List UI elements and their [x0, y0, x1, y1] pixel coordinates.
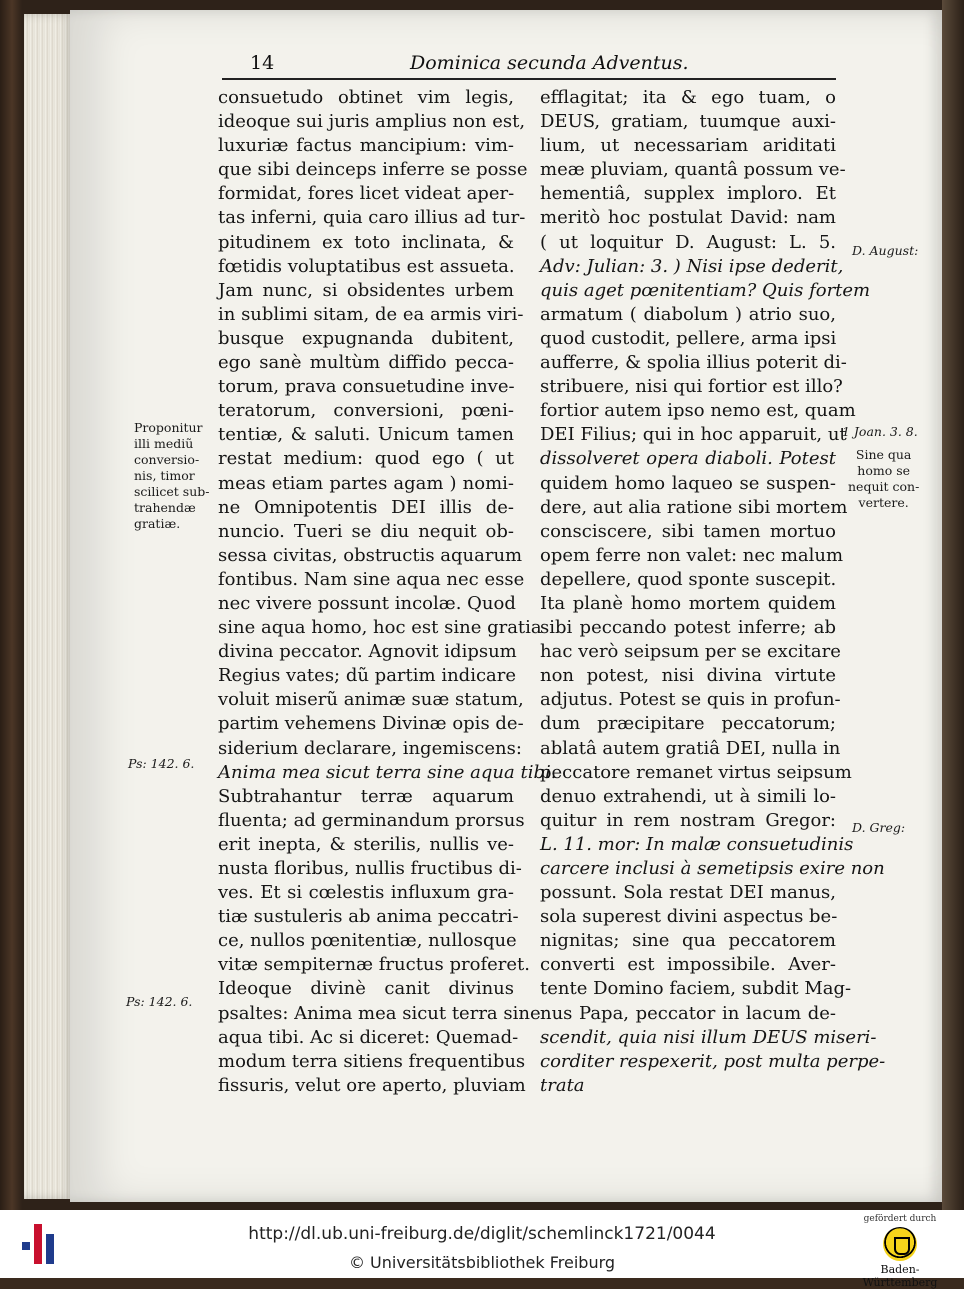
margin-note-psalm-2: Ps: 142. 6.	[126, 994, 193, 1009]
text-line: meæ pluviam, quantâ possum ve-	[540, 159, 846, 181]
text-line: nignitas; sine qua peccatorem	[540, 930, 836, 952]
text-line: ego sanè multùm diffido pecca-	[218, 352, 514, 374]
text-line: dere, aut alia ratione sibi mortem	[540, 496, 848, 518]
text-line: nus Papa, peccator in lacum de-	[540, 1002, 836, 1024]
text-line: efflagitat; ita & ego tuam, o	[540, 87, 836, 108]
margin-note-line: homo se	[857, 463, 911, 478]
text-line: psaltes: Anima mea sicut terra sine	[218, 1002, 541, 1024]
text-line: modum terra sitiens frequentibus	[218, 1050, 526, 1072]
text-line: adjutus. Potest se quis in profun-	[540, 689, 841, 711]
text-line: Adv: Julian: 3. ) Nisi ipse dederit,	[540, 255, 844, 277]
text-line: partim vehemens Divinæ opis de-	[218, 713, 524, 735]
text-line: converti est impossibile. Aver-	[540, 954, 836, 976]
text-line: vitæ sempiternæ fructus proferet.	[218, 954, 530, 976]
margin-note-line: Sine qua	[855, 447, 912, 462]
text-line: luxuriæ factus mancipium: vim-	[218, 135, 514, 157]
text-line: trata	[540, 1074, 585, 1096]
text-line: hac verò seipsum per se excitare	[540, 641, 841, 663]
text-line: meritò hoc postulat David: nam	[540, 207, 836, 229]
text-line: meas etiam partes agam ) nomi-	[218, 472, 514, 494]
margin-note-line: trahendæ	[134, 500, 196, 515]
text-line: DEI Filius; qui in hoc apparuit, ut	[540, 424, 847, 446]
text-line: pitudinem ex toto inclinata, &	[218, 231, 514, 253]
left-text-column	[218, 86, 557, 1098]
text-line: ne Omnipotentis DEI illis de-	[218, 496, 514, 518]
text-line: ideoque sui juris amplius non est,	[218, 111, 526, 133]
text-line: opem ferre non valet: nec malum	[540, 544, 844, 566]
text-line: erit inepta, & sterilis, nullis ve-	[218, 833, 514, 855]
page-edges	[24, 14, 74, 1199]
text-line: corditer respexerit, post multa perpe-	[540, 1050, 886, 1072]
text-line: sola superest divini aspectus be-	[540, 906, 838, 928]
text-line: divina peccator. Agnovit idipsum	[218, 641, 517, 663]
text-line: quis aget pœnitentiam? Quis fortem	[540, 279, 871, 301]
text-line: nuncio. Tueri se diu nequit ob-	[218, 520, 514, 542]
margin-note-greg: D. Greg:	[852, 820, 906, 835]
text-line: tentiæ, & saluti. Unicum tamen	[218, 424, 514, 446]
text-line: fortior autem ipso nemo est, quam	[540, 400, 856, 422]
text-line: fissuris, velut ore aperto, pluviam	[218, 1074, 526, 1096]
text-line: nusta floribus, nullis fructibus di-	[218, 858, 522, 879]
margin-note-line: Proponitur	[134, 420, 203, 435]
text-line: armatum ( diabolum ) atrio suo,	[540, 303, 836, 325]
text-line: dissolveret opera diaboli. Potest	[540, 448, 836, 470]
text-line: DEUS, gratiam, tuumque auxi-	[540, 111, 836, 133]
baden-wuerttemberg-seal-icon	[883, 1227, 917, 1261]
header-rule	[222, 78, 836, 80]
text-line: Anima mea sicut terra sine aqua tibi.	[218, 761, 557, 783]
text-line: tas inferni, quia caro illius ad tur-	[218, 207, 526, 229]
margin-note-line: nequit con-	[848, 479, 920, 494]
text-line: tente Domino faciem, subdit Mag-	[540, 978, 852, 1000]
margin-note-psalm-1: Ps: 142. 6.	[128, 756, 195, 771]
text-line: sessa civitas, obstructis aquarum	[218, 544, 523, 566]
text-line: busque expugnanda dubitent,	[218, 327, 514, 349]
running-title: Dominica secunda Adventus.	[410, 52, 689, 74]
copyright-text: © Universitätsbibliothek Freiburg	[348, 1253, 616, 1272]
text-line: consciscere, sibi tamen mortuo	[540, 520, 836, 542]
text-line: Ita planè homo mortem quidem	[540, 592, 836, 614]
sponsor-name: Baden-Württemberg	[862, 1263, 938, 1289]
text-line: depellere, quod sponte suscepit.	[540, 568, 837, 590]
text-line: carcere inclusi à semetipsis exire non	[540, 858, 885, 879]
text-line: quitur in rem nostram Gregor:	[540, 809, 836, 831]
margin-note-line: vertere.	[858, 495, 909, 510]
text-line: Jam nunc, si obsidentes urbem	[218, 279, 514, 301]
page-number: 14	[250, 52, 275, 74]
text-line: consuetudo obtinet vim legis,	[218, 87, 514, 108]
text-line: fluenta; ad germinandum prorsus	[218, 809, 525, 831]
text-line: ves. Et si cœlestis influxum gra-	[218, 882, 514, 904]
margin-note-line: scilicet sub-	[134, 484, 210, 499]
margin-note-line: illi mediũ	[134, 436, 194, 451]
text-line: in sublimi sitam, de ea armis viri-	[218, 303, 524, 325]
text-line: Regius vates; dũ partim indicare	[218, 665, 517, 687]
text-line: stribuere, nisi qui fortior est illo?	[540, 376, 843, 398]
margin-note-line: gratiæ.	[134, 516, 181, 531]
text-line: fœtidis voluptatibus est assueta.	[218, 255, 515, 277]
text-line: sibi peccando potest inferre; ab	[540, 617, 836, 639]
text-line: fontibus. Nam sine aqua nec esse	[218, 568, 525, 590]
text-line: quidem homo laqueo se suspen-	[540, 472, 836, 494]
margin-note-august: D. August:	[852, 243, 919, 258]
text-line: tiæ sustuleris ab anima peccatri-	[218, 906, 519, 928]
sponsor-line: gefördert durch	[863, 1214, 937, 1224]
text-line: lium, ut necessariam ariditati	[540, 135, 836, 157]
text-line: dum præcipitare peccatorum;	[540, 713, 836, 735]
text-line: ablatâ autem gratiâ DEI, nulla in	[540, 737, 841, 759]
text-line: ( ut loquitur D. August: L. 5.	[540, 231, 836, 253]
text-line: aqua tibi. Ac si diceret: Quemad-	[218, 1026, 519, 1048]
margin-note-line: conversio-	[134, 452, 200, 467]
text-line: scendit, quia nisi illum DEUS miseri-	[540, 1026, 877, 1048]
margin-note-proponitur	[134, 420, 210, 532]
text-line: formidat, fores licet videat aper-	[218, 183, 515, 205]
text-line: teratorum, conversioni, pœni-	[218, 400, 514, 422]
margin-note-sine-qua	[848, 447, 919, 511]
text-line: quod custodit, pellere, arma ipsi	[540, 327, 837, 349]
margin-note-joan: 1 Joan. 3. 8.	[842, 424, 918, 439]
sponsor-badge	[845, 1214, 955, 1289]
text-line: peccatore remanet virtus seipsum	[540, 761, 852, 783]
text-line: siderium declarare, ingemiscens:	[218, 737, 522, 759]
text-line: restat medium: quod ego ( ut	[218, 448, 514, 470]
text-line: nec vivere possunt incolæ. Quod	[218, 592, 516, 614]
document-url-link[interactable]: http://dl.ub.uni-freiburg.de/diglit/schemlinck1721/0044	[248, 1224, 716, 1244]
text-line: voluit miserũ animæ suæ statum,	[218, 689, 524, 711]
text-line: que sibi deinceps inferre se posse	[218, 159, 528, 181]
text-line: sine aqua homo, hoc est sine gratia	[218, 617, 542, 639]
text-line: hementiâ, supplex imploro. Et	[540, 183, 836, 205]
text-line: non potest, nisi divina virtute	[540, 665, 836, 687]
text-line: Ideoque divinè canit divinus	[218, 978, 514, 1000]
text-line: Subtrahantur terræ aquarum	[218, 785, 514, 807]
text-line: denuo extrahendi, ut à simili lo-	[540, 785, 836, 807]
page-header	[220, 52, 840, 78]
text-line: torum, prava consuetudine inve-	[218, 376, 515, 398]
text-line: ce, nullos pœnitentiæ, nullosque	[218, 930, 517, 952]
text-line: possunt. Sola restat DEI manus,	[540, 882, 836, 904]
margin-note-line: nis, timor	[134, 468, 195, 483]
text-line: L. 11. mor: In malæ consuetudinis	[540, 833, 854, 855]
text-line: aufferre, & spolia illius poterit di-	[540, 352, 847, 374]
book-edge	[942, 0, 964, 1210]
